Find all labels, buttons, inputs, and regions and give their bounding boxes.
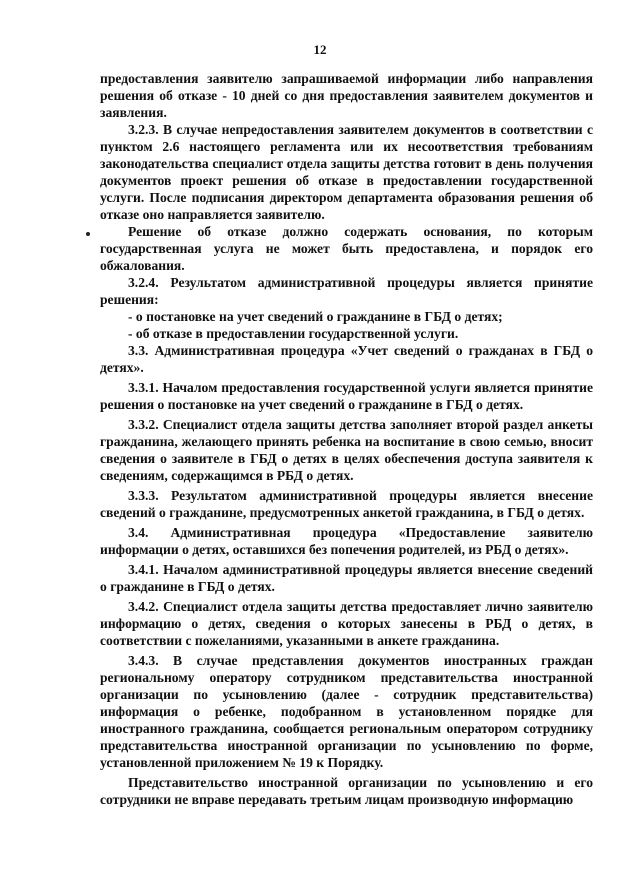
paragraph-3-3: 3.3. Административная процедура «Учет сведений о гражданах в ГБД о детях». bbox=[100, 343, 593, 375]
list-item-refusal: - об отказе в предоставлении государственной услуги. bbox=[128, 326, 459, 341]
paragraph-3-4-3: 3.4.3. В случае представления документов иностранных граждан региональному оператору сотрудником представительства иностранной организации по усыновлению (далее - сотрудник представительства) информация о ребенке, подобранном в установленном порядке для иностранного гражданина, сообщается региональным оператором сотруднику представительства иностранной организации по усыновлению по форме, установленной приложением № 19 к Порядку. bbox=[100, 653, 593, 770]
paragraph-continuation: предоставления заявителю запрашиваемой информации либо направления решения об отказе - 10 дней со дня предоставления заявителем документов и заявления. bbox=[100, 71, 593, 120]
paragraph-3-3-1: 3.3.1. Началом предоставления государственной услуги является принятие решения о постановке на учет сведений о гражданине в ГБД о детях. bbox=[100, 380, 593, 412]
paragraph-3-3-3: 3.3.3. Результатом административной процедуры является внесение сведений о гражданине, предусмотренных анкетой гражданина, в ГБД о детях. bbox=[100, 488, 593, 520]
page-number: 12 bbox=[313, 42, 327, 57]
paragraph-3-2-3: 3.2.3. В случае непредоставления заявителем документов в соответствии с пунктом 2.6 настоящего регламента или их несоответствия требованиям законодательства специалист отдела защиты детства готовит в день получения документов проект решения об отказе в предоставлении государственной услуги. После подписания директором департамента образования решения об отказе оно направляется заявителю. bbox=[100, 122, 593, 222]
document-body bbox=[100, 70, 593, 808]
paragraph-3-4-2: 3.4.2. Специалист отдела защиты детства предоставляет лично заявителю информацию о детях, сведения о которых занесены в РБД о детях, в соответствии с пожеланиями, указанными в анкете гражданина. bbox=[100, 599, 593, 648]
paragraph-3-2-4: 3.2.4. Результатом административной процедуры является принятие решения: bbox=[100, 275, 593, 307]
paragraph-refusal-grounds: Решение об отказе должно содержать основания, по которым государственная услуга не может быть предоставлена, и порядок его обжалования. bbox=[100, 224, 593, 273]
list-item-registration: - о постановке на учет сведений о гражданине в ГБД о детях; bbox=[128, 309, 503, 324]
paragraph-3-4-1: 3.4.1. Началом административной процедуры является внесение сведений о гражданине в ГБД о детях. bbox=[100, 562, 593, 594]
paragraph-3-3-2: 3.3.2. Специалист отдела защиты детства заполняет второй раздел анкеты гражданина, желающего принять ребенка на воспитание в свою семью, вносит сведения о заявителе в ГБД о детях в целях обеспечения доступа заявителя к сведениям, содержащимся в РБД о детях. bbox=[100, 417, 593, 483]
paragraph-foreign-representation: Представительство иностранной организации по усыновлению и его сотрудники не вправе передавать третьим лицам производную информацию bbox=[100, 775, 593, 807]
bullet-mark bbox=[86, 232, 90, 236]
paragraph-3-4: 3.4. Административная процедура «Предоставление заявителю информации о детях, оставшихся без попечения родителей, из РБД о детях». bbox=[100, 525, 593, 557]
